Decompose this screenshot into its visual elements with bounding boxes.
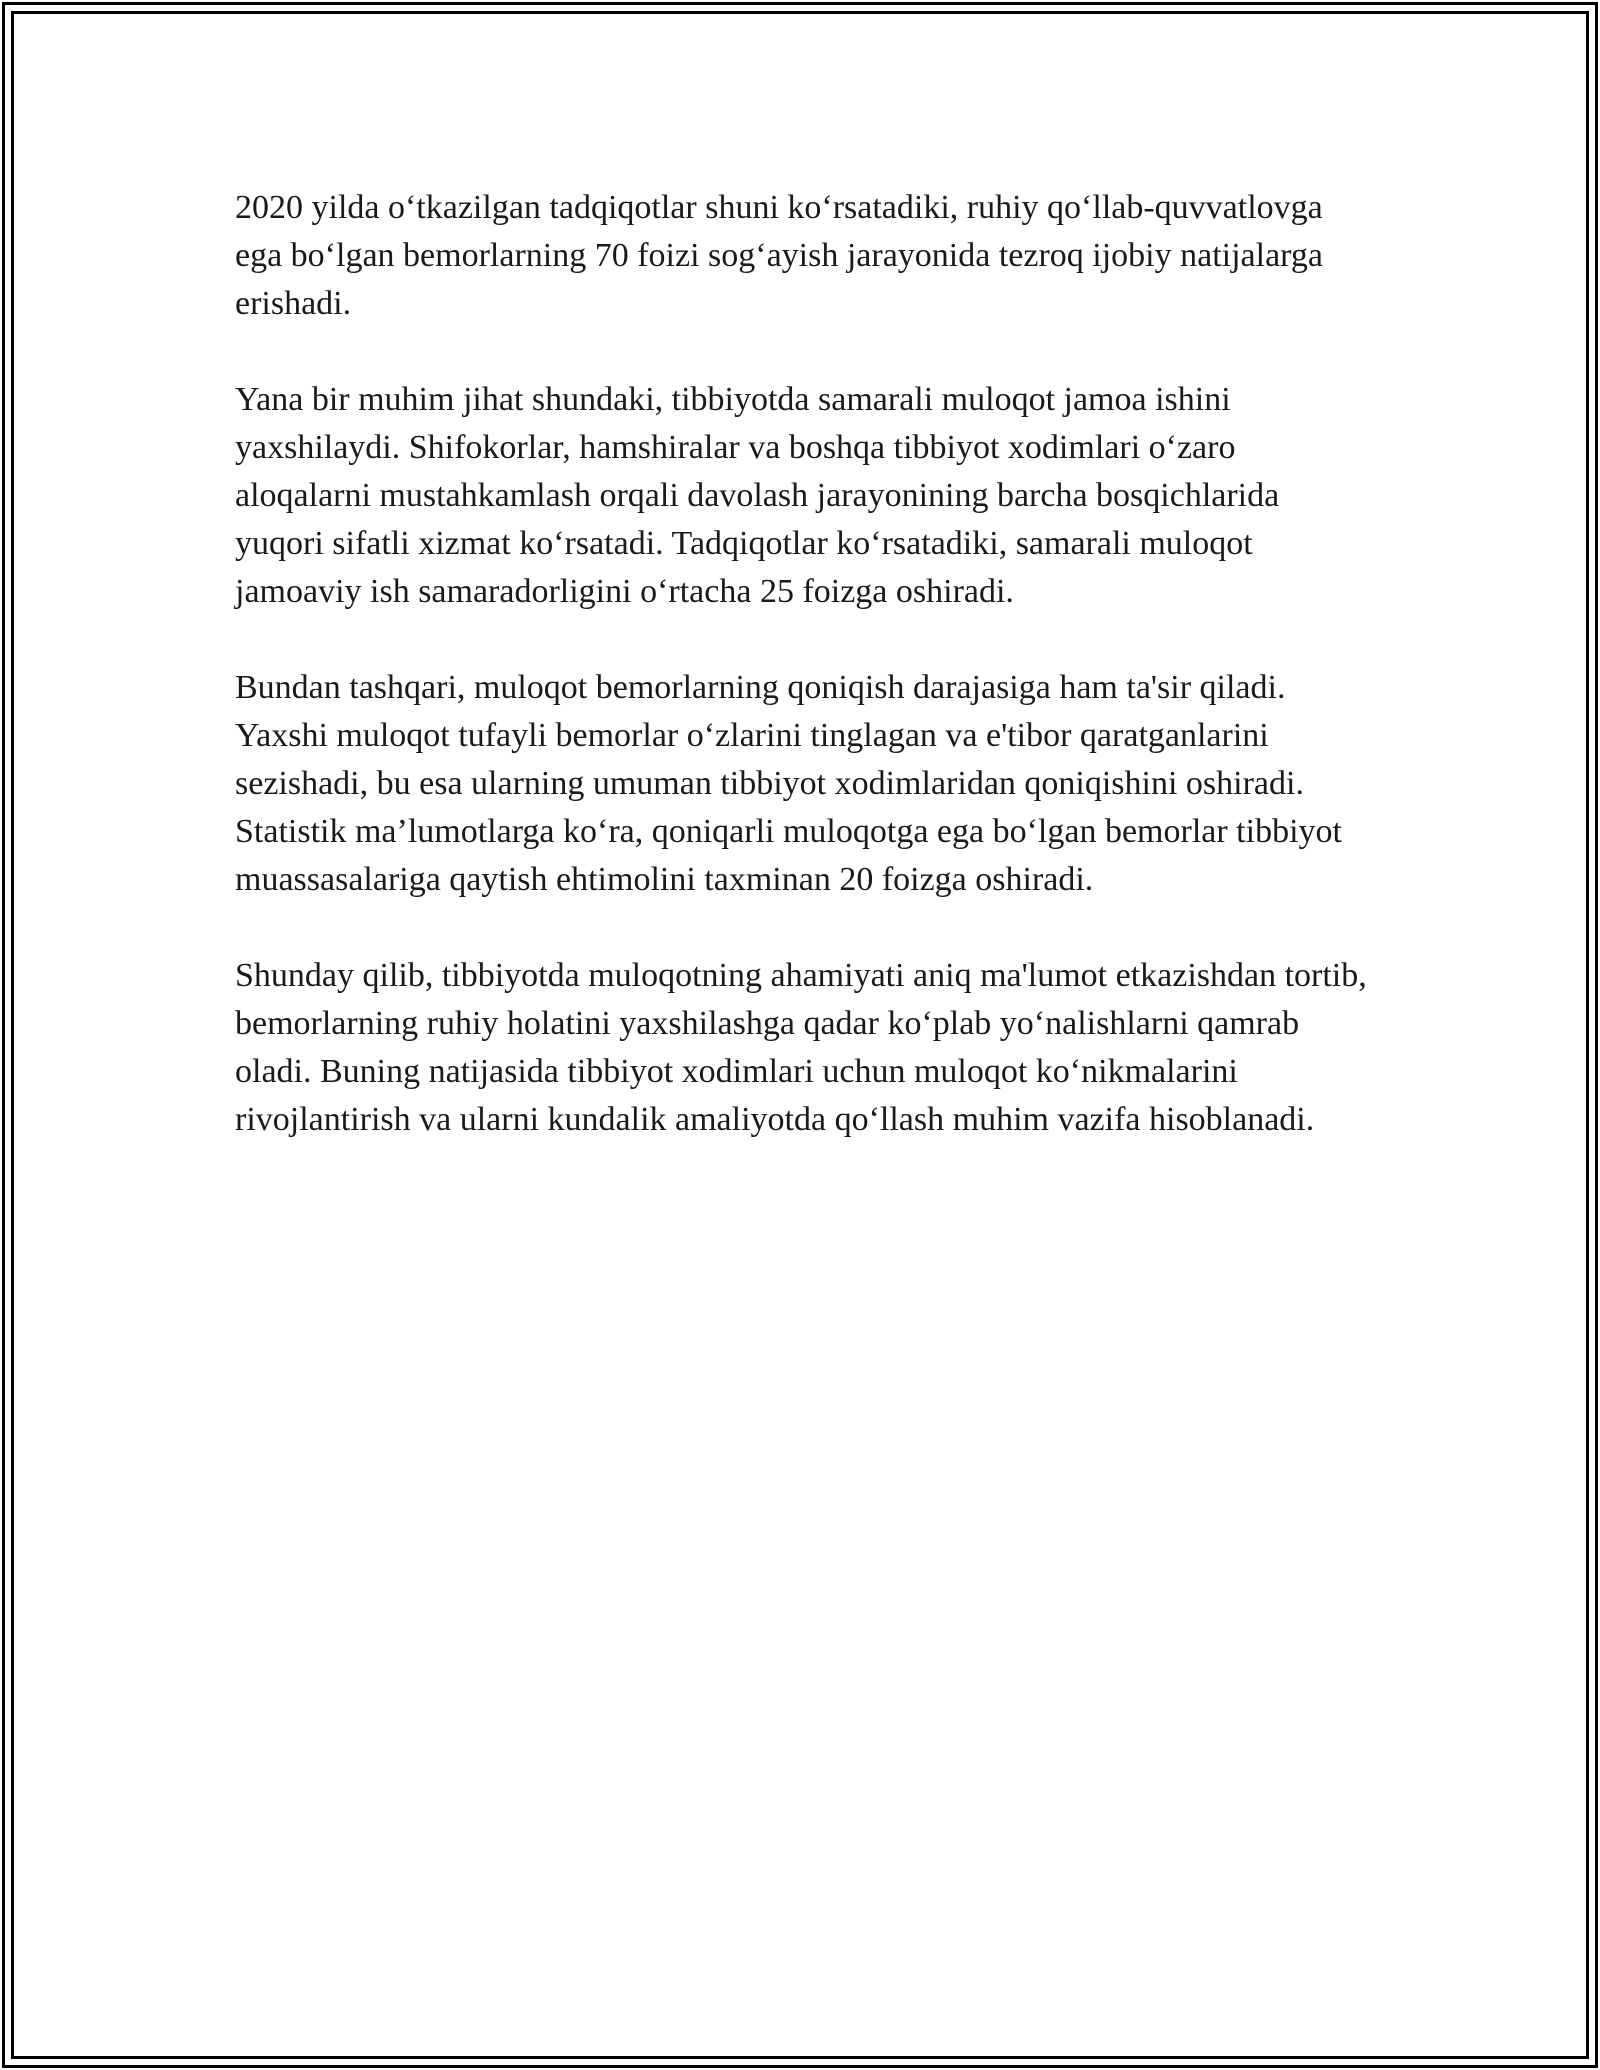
document-body bbox=[235, 184, 1375, 1192]
paragraph-1: 2020 yilda o‘tkazilgan tadqiqotlar shuni ko‘rsatadiki, ruhiy qo‘llab-quvvatlovga ega bo‘lgan bemorlarning 70 foizi sog‘ayish jarayonida tezroq ijobiy natijalarga erishadi. bbox=[235, 189, 1323, 322]
paragraph-4: Shunday qilib, tibbiyotda muloqotning ahamiyati aniq ma'lumot etkazishdan tortib, bemorlarning ruhiy holatini yaxshilashga qadar ko‘plab yo‘nalishlarni qamrab oladi. Buning natijasida tibbiyot xodimlari uchun muloqot ko‘nikmalarini rivojlantirish va ularni kundalik amaliyotda qo‘llash muhim vazifa hisoblanadi. bbox=[235, 957, 1367, 1138]
paragraph-2: Yana bir muhim jihat shundaki, tibbiyotda samarali muloqot jamoa ishini yaxshilaydi. Shifokorlar, hamshiralar va boshqa tibbiyot xodimlari o‘zaro aloqalarni mustahkamlash orqali davolash jarayonining barcha bosqichlarida yuqori sifatli xizmat ko‘rsatadi. Tadqiqotlar ko‘rsatadiki, samarali muloqot jamoaviy ish samaradorligini o‘rtacha 25 foizga oshiradi. bbox=[235, 381, 1280, 610]
paragraph-3: Bundan tashqari, muloqot bemorlarning qoniqish darajasiga ham ta'sir qiladi. Yaxshi muloqot tufayli bemorlar o‘zlarini tinglagan va e'tibor qaratganlarini sezishadi, bu esa ularning umuman tibbiyot xodimlaridan qoniqishini oshiradi. Statistik ma’lumotlarga ko‘ra, qoniqarli muloqotga ega bo‘lgan bemorlar tibbiyot muassasalariga qaytish ehtimolini taxminan 20 foizga oshiradi. bbox=[235, 669, 1342, 898]
